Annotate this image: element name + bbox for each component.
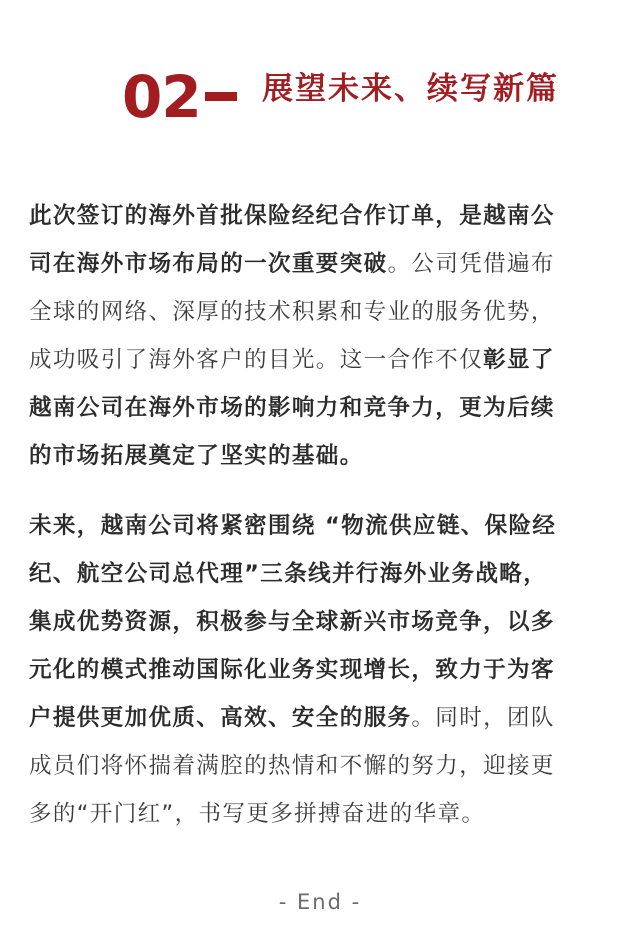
text-run: 成功吸引了海外客户的目光。这一合作不仅 xyxy=(29,347,484,373)
text-line xyxy=(29,646,601,694)
section-dash-decoration xyxy=(205,92,237,101)
text-run: 多的“开门红”，书写更多拼搏奋进的华章。 xyxy=(29,801,486,827)
section-heading-number xyxy=(122,62,237,132)
text-line xyxy=(29,790,601,838)
text-line xyxy=(29,598,601,646)
text-line xyxy=(29,432,601,480)
text-line xyxy=(29,502,601,550)
text-line xyxy=(29,384,601,432)
text-run: 全球的网络、深厚的技术积累和专业的服务优势， xyxy=(29,299,555,325)
text-line xyxy=(29,240,601,288)
text-line xyxy=(29,288,601,336)
bold-text-run: 未来，越南公司将紧密围绕 “物流供应链、保险经 xyxy=(29,513,557,539)
bold-text-run: 司在海外市场布局的一次重要突破 xyxy=(29,251,388,277)
section-title: 展望未来、续写新篇 xyxy=(262,71,559,107)
paragraph-2 xyxy=(29,502,601,838)
text-line xyxy=(29,694,601,742)
text-line xyxy=(29,742,601,790)
text-run: 成员们将怀揣着满腔的热情和不懈的努力，迎接更 xyxy=(29,753,555,779)
bold-text-run: 越南公司在海外市场的影响力和竞争力，更为后续 xyxy=(29,395,555,421)
text-line xyxy=(29,336,601,384)
text-run: 。公司凭借遍布 xyxy=(387,251,555,277)
paragraph-1 xyxy=(29,192,601,480)
bold-text-run: 纪、航空公司总代理”三条线并行海外业务战略， xyxy=(29,561,548,587)
bold-text-run: 元化的模式推动国际化业务实现增长，致力于为客 xyxy=(29,657,555,683)
bold-text-run: 的市场拓展奠定了坚实的基础。 xyxy=(29,443,364,469)
bold-text-run: 彰显了 xyxy=(483,347,555,373)
bold-text-run: 户提供更加优质、高效、安全的服务 xyxy=(29,705,412,731)
text-line xyxy=(29,550,601,598)
end-marker: - End - xyxy=(278,890,362,914)
text-run: 。同时，团队 xyxy=(411,705,555,731)
section-number: 02 xyxy=(122,63,201,131)
text-line xyxy=(29,192,601,240)
bold-text-run: 集成优势资源，积极参与全球新兴市场竞争，以多 xyxy=(29,609,555,635)
bold-text-run: 此次签订的海外首批保险经纪合作订单，是越南公 xyxy=(29,203,555,229)
